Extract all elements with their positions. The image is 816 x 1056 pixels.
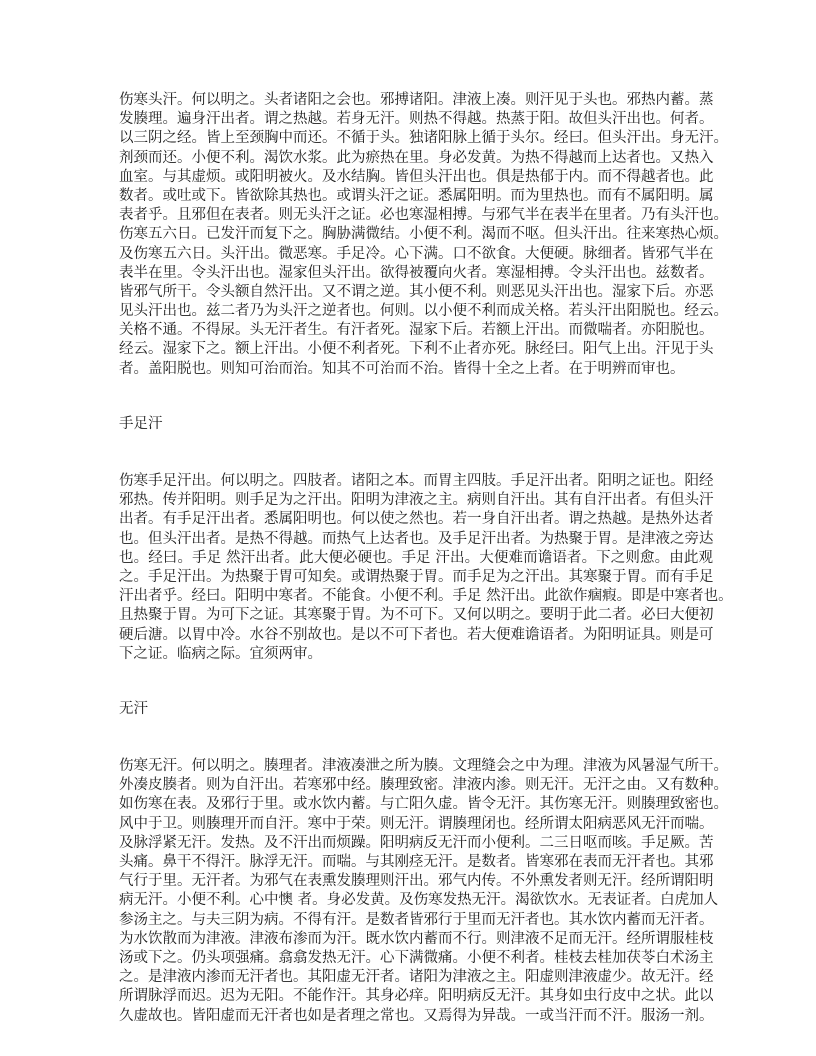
text-line: 也。经曰。手足 然汗出者。此大便必硬也。手足 汗出。大便难而谵语者。下之则愈。由此观 (119, 549, 713, 566)
text-line: 为水饮散而为津液。津液布渗而为汗。既水饮内蓄而不行。则津液不足而无汗。经所谓服桂枝 (119, 930, 714, 947)
text-line: 数者。或吐或下。皆欲除其热也。或谓头汗之证。悉属阳明。而为里热也。而有不属阳明。属 (119, 187, 714, 204)
text-line: 关格不通。不得尿。头无汗者生。有汗者死。湿家下后。若额上汗出。而微喘者。亦阳脱也。 (119, 322, 714, 339)
section-heading: 无汗 (119, 700, 148, 717)
text-line: 剂颈而还。小便不利。渴饮水浆。此为瘀热在里。身必发黄。为热不得越而上达者也。又热入 (119, 149, 714, 166)
text-line: 及伤寒五六日。头汗出。微恶寒。手足冷。心下满。口不欲食。大便硬。脉细者。皆邪气半在 (119, 245, 714, 262)
text-line: 及脉浮紧无汗。发热。及不汗出而烦躁。阳明病反无汗而小便利。二三日呕而咳。手足厥。苦 (119, 834, 714, 851)
text-line: 参汤主之。与夫三阴为病。不得有汗。是数者皆邪行于里而无汗者也。其水饮内蓄而无汗者。 (119, 911, 714, 928)
text-line: 外凑皮腠者。则为自汗出。若寒邪中经。腠理致密。津液内渗。则无汗。无汗之由。又有数种。 (119, 777, 728, 794)
section-heading: 手足汗 (119, 415, 163, 432)
text-line: 之。是津液内渗而无汗者也。其阳虚无汗者。诸阳为津液之主。阳虚则津液虚少。故无汗。经 (119, 969, 714, 986)
text-line: 邪热。传并阳明。则手足为之汗出。阳明为津液之主。病则自汗出。其有自汗出者。有但头汗 (119, 492, 714, 509)
text-line: 硬后溏。以胃中冷。水谷不别故也。是以不可下者也。若大便难谵语者。为阳明证具。则是可 (119, 626, 714, 643)
text-line: 血室。与其虚烦。或阳明被火。及水结胸。皆但头汗出也。俱是热郁于内。而不得越者也。此 (119, 168, 714, 185)
text-line: 气行于里。无汗者。为邪气在表熏发腠理则汗出。邪气内传。不外熏发者则无汗。经所谓阳明 (119, 873, 714, 890)
text-line: 伤寒无汗。何以明之。腠理者。津液凑泄之所为腠。文理缝会之中为理。津液为风暑湿气所干。 (119, 758, 728, 775)
text-line: 汗出者乎。经曰。阳明中寒者。不能食。小便不利。手足 然汗出。此欲作痼瘕。即是中寒者也。 (119, 588, 733, 605)
text-line: 如伤寒在表。及邪行于里。或水饮内蓄。与亡阳久虚。皆令无汗。其伤寒无汗。则腠理致密也。 (119, 796, 728, 813)
text-line: 之。手足汗出。为热聚于胃可知矣。或谓热聚于胃。而手足为之汗出。其寒聚于胃。而有手足 (119, 568, 714, 585)
text-line: 发腠理。遍身汗出者。谓之热越。若身无汗。则热不得越。热蒸于阳。故但头汗出也。何者。 (119, 111, 714, 128)
paragraph (119, 472, 733, 664)
text-line: 伤寒五六日。已发汗而复下之。胸胁满微结。小便不利。渴而不呕。但头汗出。往来寒热心烦。 (119, 226, 728, 243)
text-line: 表半在里。令头汗出也。湿家但头汗出。欲得被覆向火者。寒湿相搏。令头汗出也。兹数者。 (119, 264, 714, 281)
text-line: 伤寒手足汗出。何以明之。四肢者。诸阳之本。而胃主四肢。手足汗出者。阳明之证也。阳经 (119, 473, 714, 489)
text-line: 伤寒头汗。何以明之。头者诸阳之会也。邪搏诸阳。津液上凑。则汗见于头也。邪热内蓄。蒸 (119, 92, 714, 108)
document-page (119, 91, 733, 1026)
text-line: 以三阴之经。皆上至颈胸中而还。不循于头。独诸阳脉上循于头尔。经曰。但头汗出。身无汗。 (119, 130, 728, 147)
text-line: 病无汗。小便不利。心中懊 者。身必发黄。及伤寒发热无汗。渴欲饮水。无表证者。白虎加人 (119, 892, 719, 909)
text-line: 也。但头汗出者。是热不得越。而热气上达者也。及手足汗出者。为热聚于胃。是津液之旁达 (119, 530, 714, 547)
text-line: 见头汗出也。兹二者乃为头汗之逆者也。何则。以小便不利而成关格。若头汗出阳脱也。经云。 (119, 303, 728, 320)
text-line: 皆邪气所干。令头额自然汗出。又不谓之逆。其小便不利。则恶见头汗出也。湿家下后。亦恶 (119, 283, 714, 300)
text-line: 者。盖阳脱也。则知可治而治。知其不可治而不治。皆得十全之上者。在于明辨而审也。 (119, 360, 685, 377)
text-line: 久虚故也。皆阳虚而无汗者也如是者理之常也。又焉得为异哉。一或当汗而不汗。服汤一剂。 (119, 1007, 714, 1024)
text-line: 出者。有手足汗出者。悉属阳明也。何以使之然也。若一身自汗出者。谓之热越。是热外达者 (119, 511, 714, 528)
text-line: 风中于卫。则腠理开而自汗。寒中于荣。则无汗。谓腠理闭也。经所谓太阳病恶风无汗而喘。 (119, 815, 714, 832)
text-line: 表者乎。且邪但在表者。则无头汗之证。必也寒湿相搏。与邪气半在表半在里者。乃有头汗也。 (119, 207, 728, 224)
paragraph (119, 91, 728, 379)
text-line: 下之证。临病之际。宜须两审。 (119, 645, 322, 662)
text-line: 所谓脉浮而迟。迟为无阳。不能作汗。其身必痒。阳明病反无汗。其身如虫行皮中之状。此以 (119, 988, 714, 1005)
text-line: 经云。湿家下之。额上汗出。小便不利者死。下利不止者亦死。脉经曰。阳气上出。汗见于头 (119, 341, 714, 358)
text-line: 头痛。鼻干不得汗。脉浮无汗。而喘。与其刚痉无汗。是数者。皆寒邪在表而无汗者也。其邪 (119, 854, 714, 870)
paragraph (119, 757, 728, 1026)
text-line: 汤或下之。仍头项强痛。翕翕发热无汗。心下满微痛。小便不利者。桂枝去桂加茯苓白术汤主 (119, 949, 714, 966)
text-line: 且热聚于胃。为可下之证。其寒聚于胃。为不可下。又何以明之。要明于此二者。必曰大便初 (119, 607, 714, 624)
